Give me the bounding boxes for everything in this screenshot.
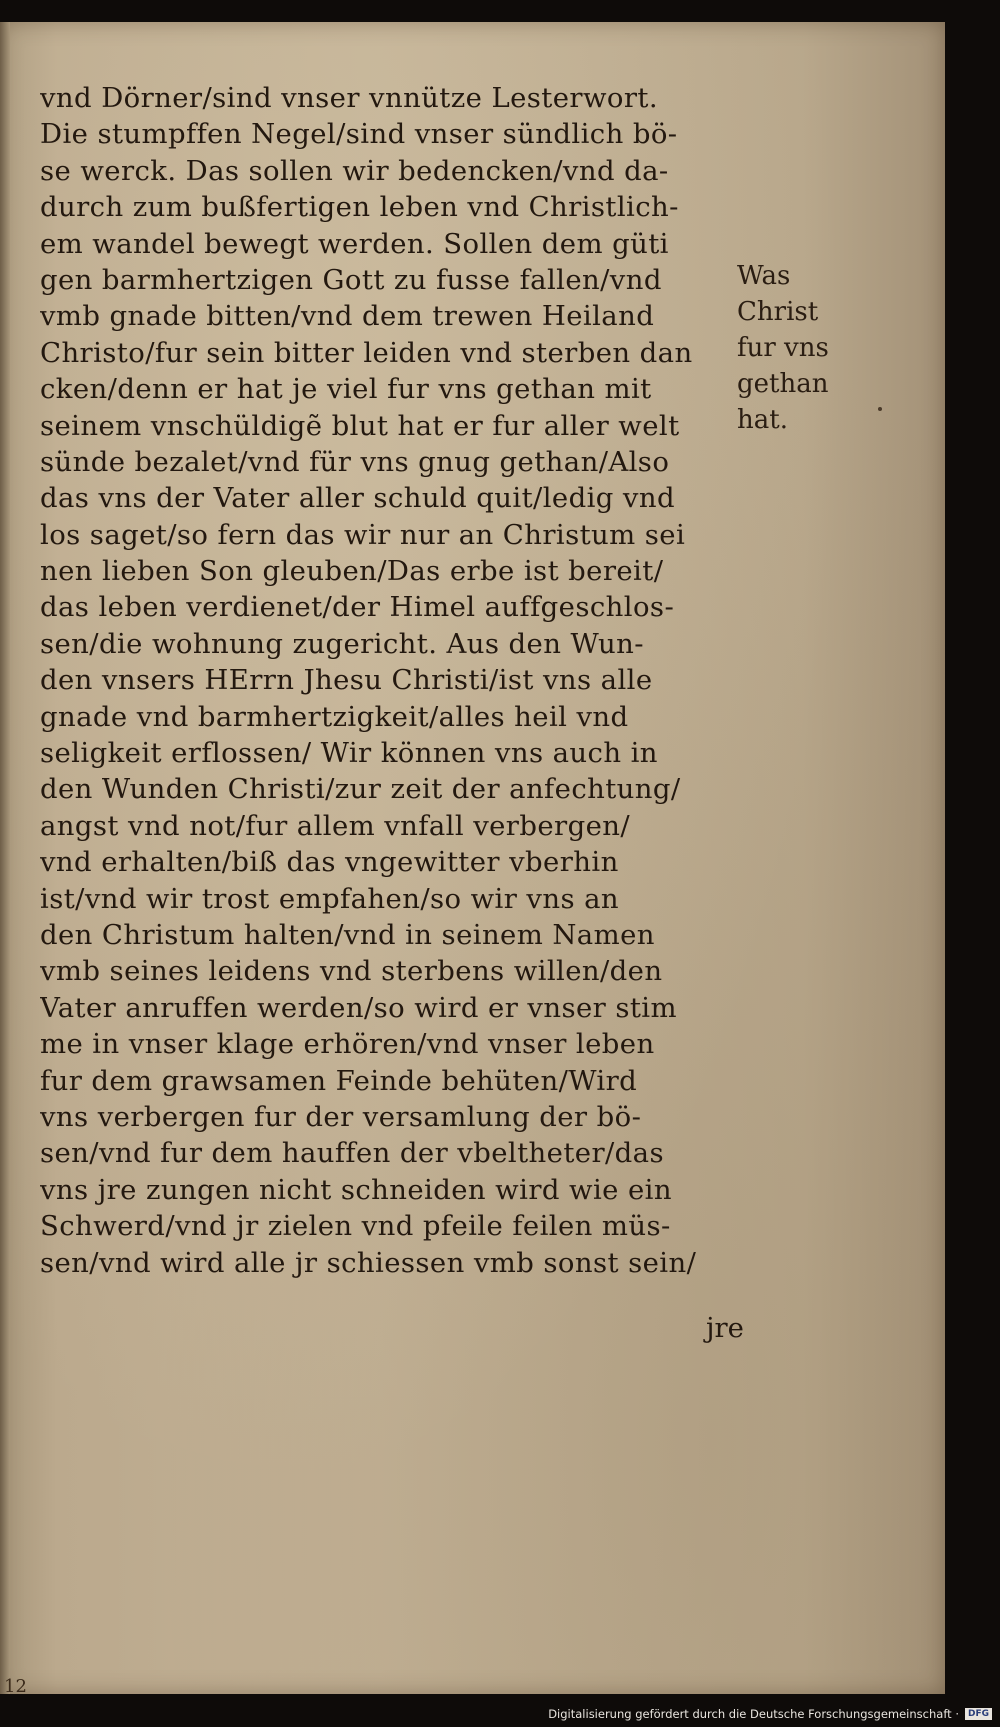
text-line: seinem vnschüldigẽ blut hat er fur aller welt [40,409,680,442]
text-line: me in vnser klage erhören/vnd vnser leben [40,1028,655,1061]
text-line: vmb gnade bitten/vnd dem trewen Heiland [40,300,655,333]
text-line: Christo/fur sein bitter leiden vnd sterben dan [40,336,693,369]
text-line: los saget/so fern das wir nur an Christum sei [40,518,686,551]
text-line: sen/vnd wird alle jr schiessen vmb sonst sein/ [40,1246,697,1279]
text-line: seligkeit erflossen/ Wir können vns auch in [40,737,658,770]
text-line: den Christum halten/vnd in seinem Namen [40,918,655,951]
text-line: vmb seines leidens vnd sterbens willen/den [40,955,663,988]
text-line: se werck. Das sollen wir bedencken/vnd da- [40,154,669,187]
text-line: vnd erhalten/biß das vngewitter vberhin [40,846,619,879]
text-line: vns verbergen fur der versamlung der bö- [40,1100,642,1133]
text-line: Die stumpffen Negel/sind vnser sündlich bö- [40,118,678,151]
text-line: nen lieben Son gleuben/Das erbe ist bereit/ [40,555,664,588]
text-line: cken/denn er hat je viel fur vns gethan mit [40,373,652,406]
text-line: ist/vnd wir trost empfahen/so wir vns an [40,882,620,915]
marginal-line: gethan [737,369,829,399]
text-line: gnade vnd barmhertzigkeit/alles heil vnd [40,700,629,733]
marginal-line: Christ [737,297,819,327]
text-line: den Wunden Christi/zur zeit der anfechtung/ [40,773,681,806]
text-line: sen/vnd fur dem hauffen der vbeltheter/das [40,1137,664,1170]
text-line: den vnsers HErrn Jhesu Christi/ist vns alle [40,664,653,697]
text-line: sünde bezalet/vnd für vns gnug gethan/Also [40,445,670,478]
text-line: gen barmhertzigen Gott zu fusse fallen/vnd [40,263,662,296]
body-text [40,80,770,1281]
digitization-footer [548,1707,992,1721]
text-line: Schwerd/vnd jr zielen vnd pfeile feilen müs- [40,1210,671,1243]
text-line: das vns der Vater aller schuld quit/ledig vnd [40,482,675,515]
text-line: vns jre zungen nicht schneiden wird wie ein [40,1173,672,1206]
dfg-logo-icon: DFG [965,1708,992,1720]
text-line: sen/die wohnung zugericht. Aus den Wun- [40,627,644,660]
marginal-line: fur vns [737,333,829,363]
text-line: vnd Dörner/sind vnser vnnütze Lesterwort. [40,82,659,114]
ink-speck [878,407,882,411]
text-line: durch zum bußfertigen leben vnd Christlich- [40,191,679,224]
text-line: das leben verdienet/der Himel auffgeschlos- [40,591,675,624]
text-line: fur dem grawsamen Feinde behüten/Wird [40,1064,638,1097]
page-corner-mark: 12 [4,1676,27,1697]
marginal-line: Was [737,261,791,291]
catchword: jre [706,1312,744,1344]
page-gutter-edge [0,22,10,1694]
marginal-note [737,258,829,438]
text-line: angst vnd not/fur allem vnfall verbergen/ [40,809,631,842]
book-page [0,22,945,1694]
text-line: em wandel bewegt werden. Sollen dem güti [40,227,669,260]
marginal-line: hat. [737,405,788,435]
footer-credit: Digitalisierung gefördert durch die Deutsche Forschungsgemeinschaft · [548,1707,959,1721]
text-line: Vater anruffen werden/so wird er vnser stim [40,991,677,1024]
